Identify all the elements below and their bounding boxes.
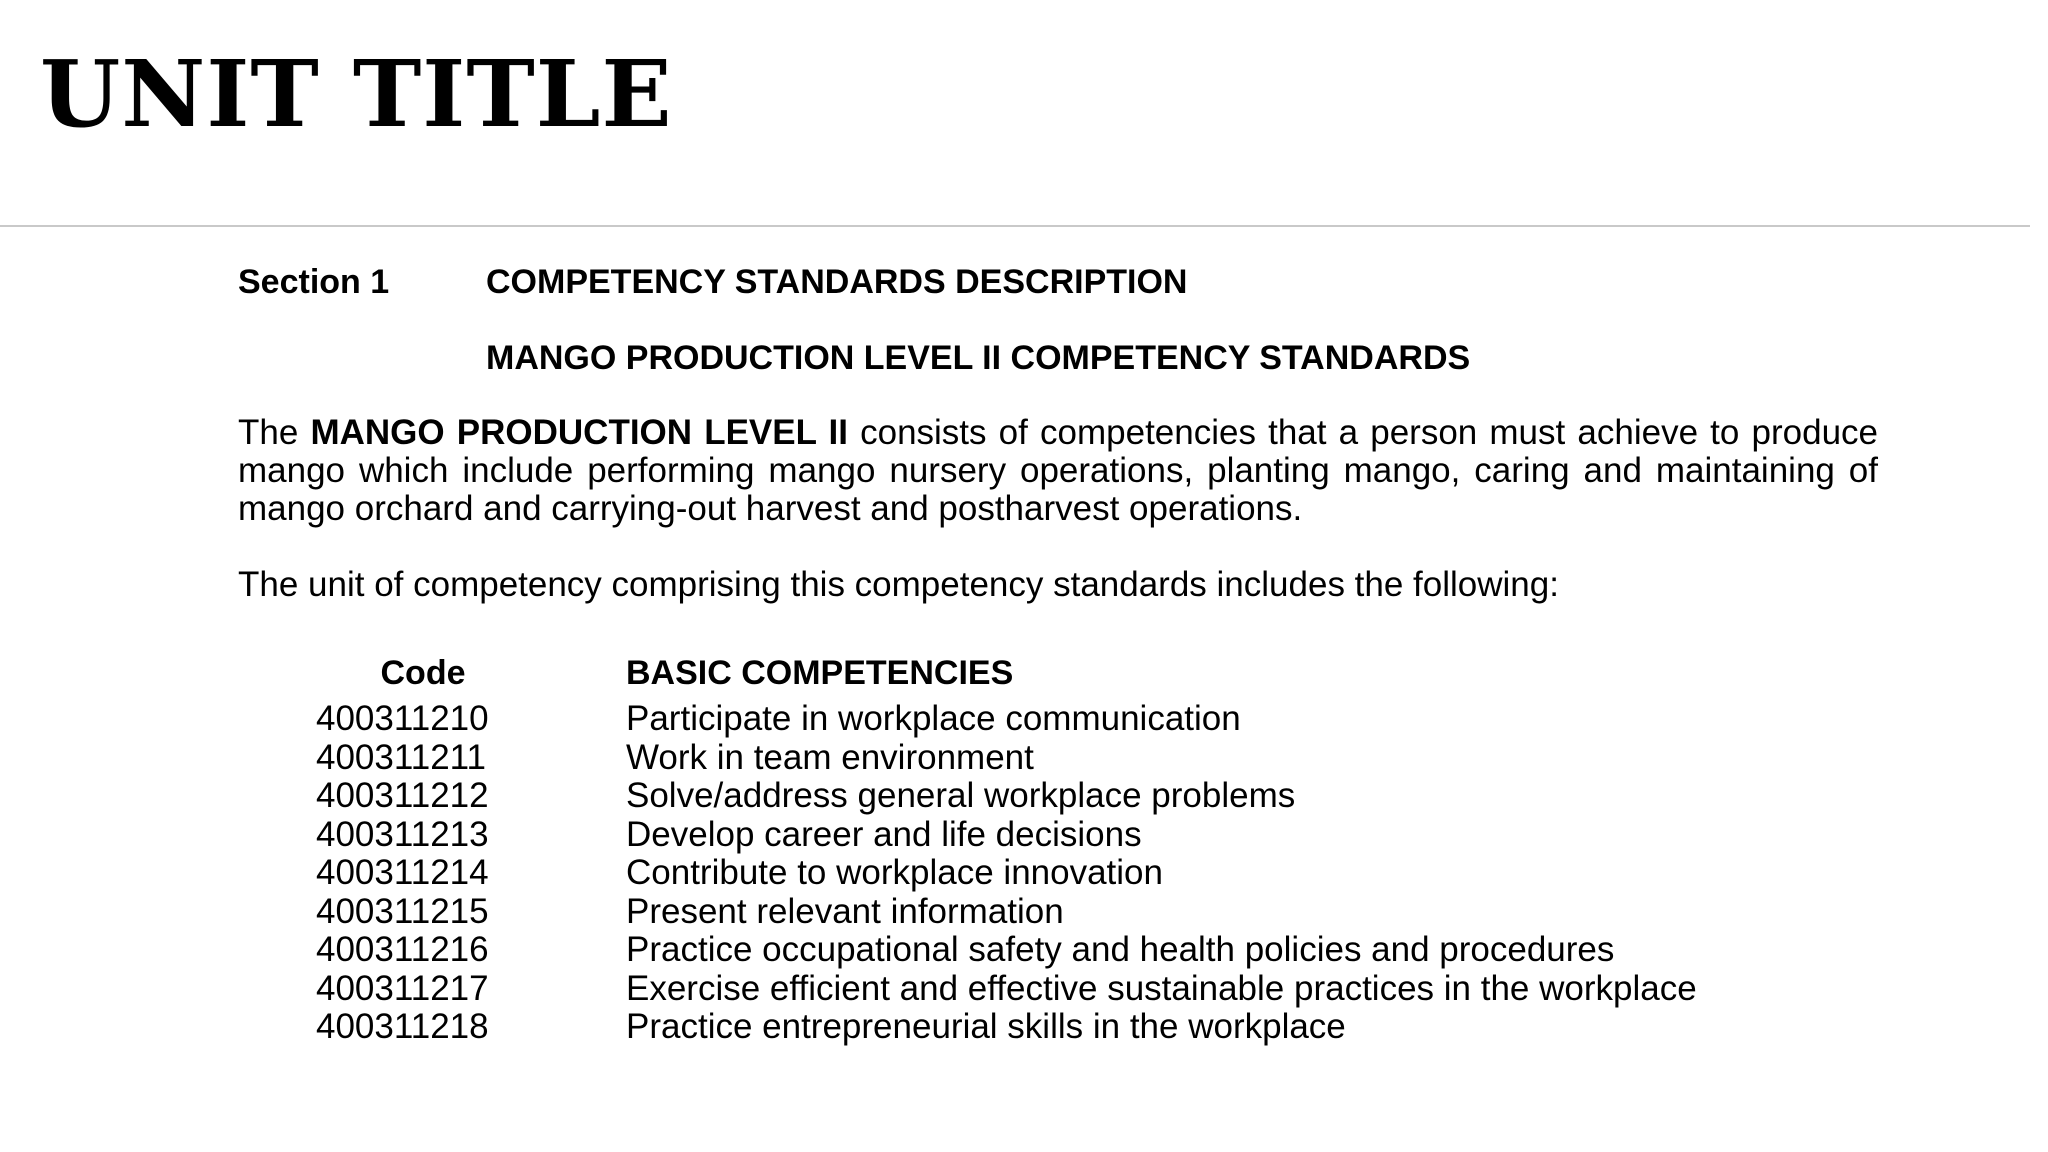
competency-title: Practice entrepreneurial skills in the workplace: [626, 1007, 1346, 1046]
intro-qualification-name: MANGO PRODUCTION LEVEL II: [310, 413, 848, 452]
code-column-header: Code: [380, 654, 466, 692]
intro-prefix: The: [238, 413, 311, 452]
intro-body: consists of competencies that a person must achieve to produce mango which include performing mango nursery operations, planting mango, caring and maintaining of mango orchard and carrying-out harvest and postharvest operations.: [238, 413, 1878, 528]
lead-sentence: The unit of competency comprising this competency standards includes the following:: [238, 565, 1559, 604]
competency-code: 400311211: [316, 737, 486, 777]
competency-title: Contribute to workplace innovation: [626, 853, 1163, 892]
table-row: [316, 931, 1726, 970]
intro-paragraph: [238, 414, 1878, 528]
competency-title: Work in team environment: [626, 737, 1034, 777]
competency-code: 400311216: [316, 930, 489, 969]
competency-code: 400311218: [316, 1007, 489, 1046]
competencies-table: [316, 654, 1726, 1047]
competency-column-header: BASIC COMPETENCIES: [626, 654, 1014, 692]
table-row: [316, 1008, 1726, 1047]
section-heading: COMPETENCY STANDARDS DESCRIPTION: [486, 263, 1188, 301]
competency-code: 400311215: [316, 891, 489, 931]
competency-title: Develop career and life decisions: [626, 814, 1142, 854]
competency-title: Exercise efficient and effective sustainable practices in the workplace: [626, 968, 1697, 1008]
table-row: [316, 739, 1726, 778]
slide-title: UNIT TITLE: [40, 40, 673, 148]
competency-title: Participate in workplace communication: [626, 699, 1241, 738]
standards-subheading: MANGO PRODUCTION LEVEL II COMPETENCY STANDARDS: [486, 339, 1471, 377]
table-row: [316, 893, 1726, 932]
table-row: [316, 777, 1726, 816]
competency-code: 400311212: [316, 776, 489, 815]
table-row: [316, 970, 1726, 1009]
table-row: [316, 854, 1726, 893]
table-row: [316, 816, 1726, 855]
document-excerpt: [238, 262, 1878, 1047]
competency-code: 400311213: [316, 814, 489, 854]
competency-title: Practice occupational safety and health policies and procedures: [626, 930, 1615, 969]
competency-title: Present relevant information: [626, 891, 1064, 931]
title-divider: [0, 225, 2030, 227]
table-row: [316, 700, 1726, 739]
competency-code: 400311214: [316, 853, 489, 892]
competency-title: Solve/address general workplace problems: [626, 776, 1296, 815]
section-header: [238, 262, 1878, 302]
table-header-row: [316, 654, 1726, 700]
competency-code: 400311217: [316, 968, 489, 1008]
section-number: Section 1: [238, 263, 390, 301]
competency-code: 400311210: [316, 699, 489, 738]
column-gap: [530, 654, 626, 700]
